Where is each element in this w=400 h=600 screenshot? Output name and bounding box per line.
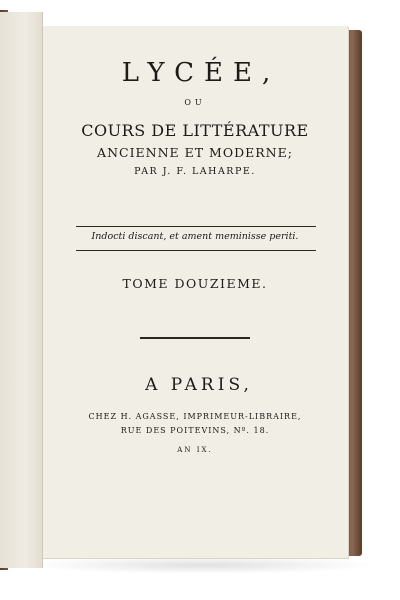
subtitle-line-1: COURS DE LITTÉRATURE <box>81 121 309 140</box>
book-shadow <box>28 556 378 574</box>
title-page <box>42 26 348 558</box>
book-title: LYCÉE, <box>121 58 281 88</box>
imprint-year: AN IX. <box>177 446 213 454</box>
imprint-publisher: CHEZ H. AGASSE, IMPRIMEUR-LIBRAIRE, <box>88 412 302 421</box>
subtitle-line-2: ANCIENNE ET MODERNE; <box>97 145 293 160</box>
epigraph-rule-bottom <box>76 250 316 251</box>
front-flyleaf <box>0 12 43 568</box>
imprint-address: RUE DES POITEVINS, Nº. 18. <box>120 426 270 435</box>
epigraph: Indocti discant, et ament meminisse periti. <box>91 231 299 242</box>
epigraph-rule-top <box>76 226 316 227</box>
ornamental-rule <box>140 337 250 339</box>
volume-label: TOME DOUZIEME. <box>122 276 268 291</box>
title-connector: OU <box>184 98 206 107</box>
author-line: PAR J. F. LAHARPE. <box>134 166 256 177</box>
imprint-city: A PARIS, <box>145 375 253 395</box>
